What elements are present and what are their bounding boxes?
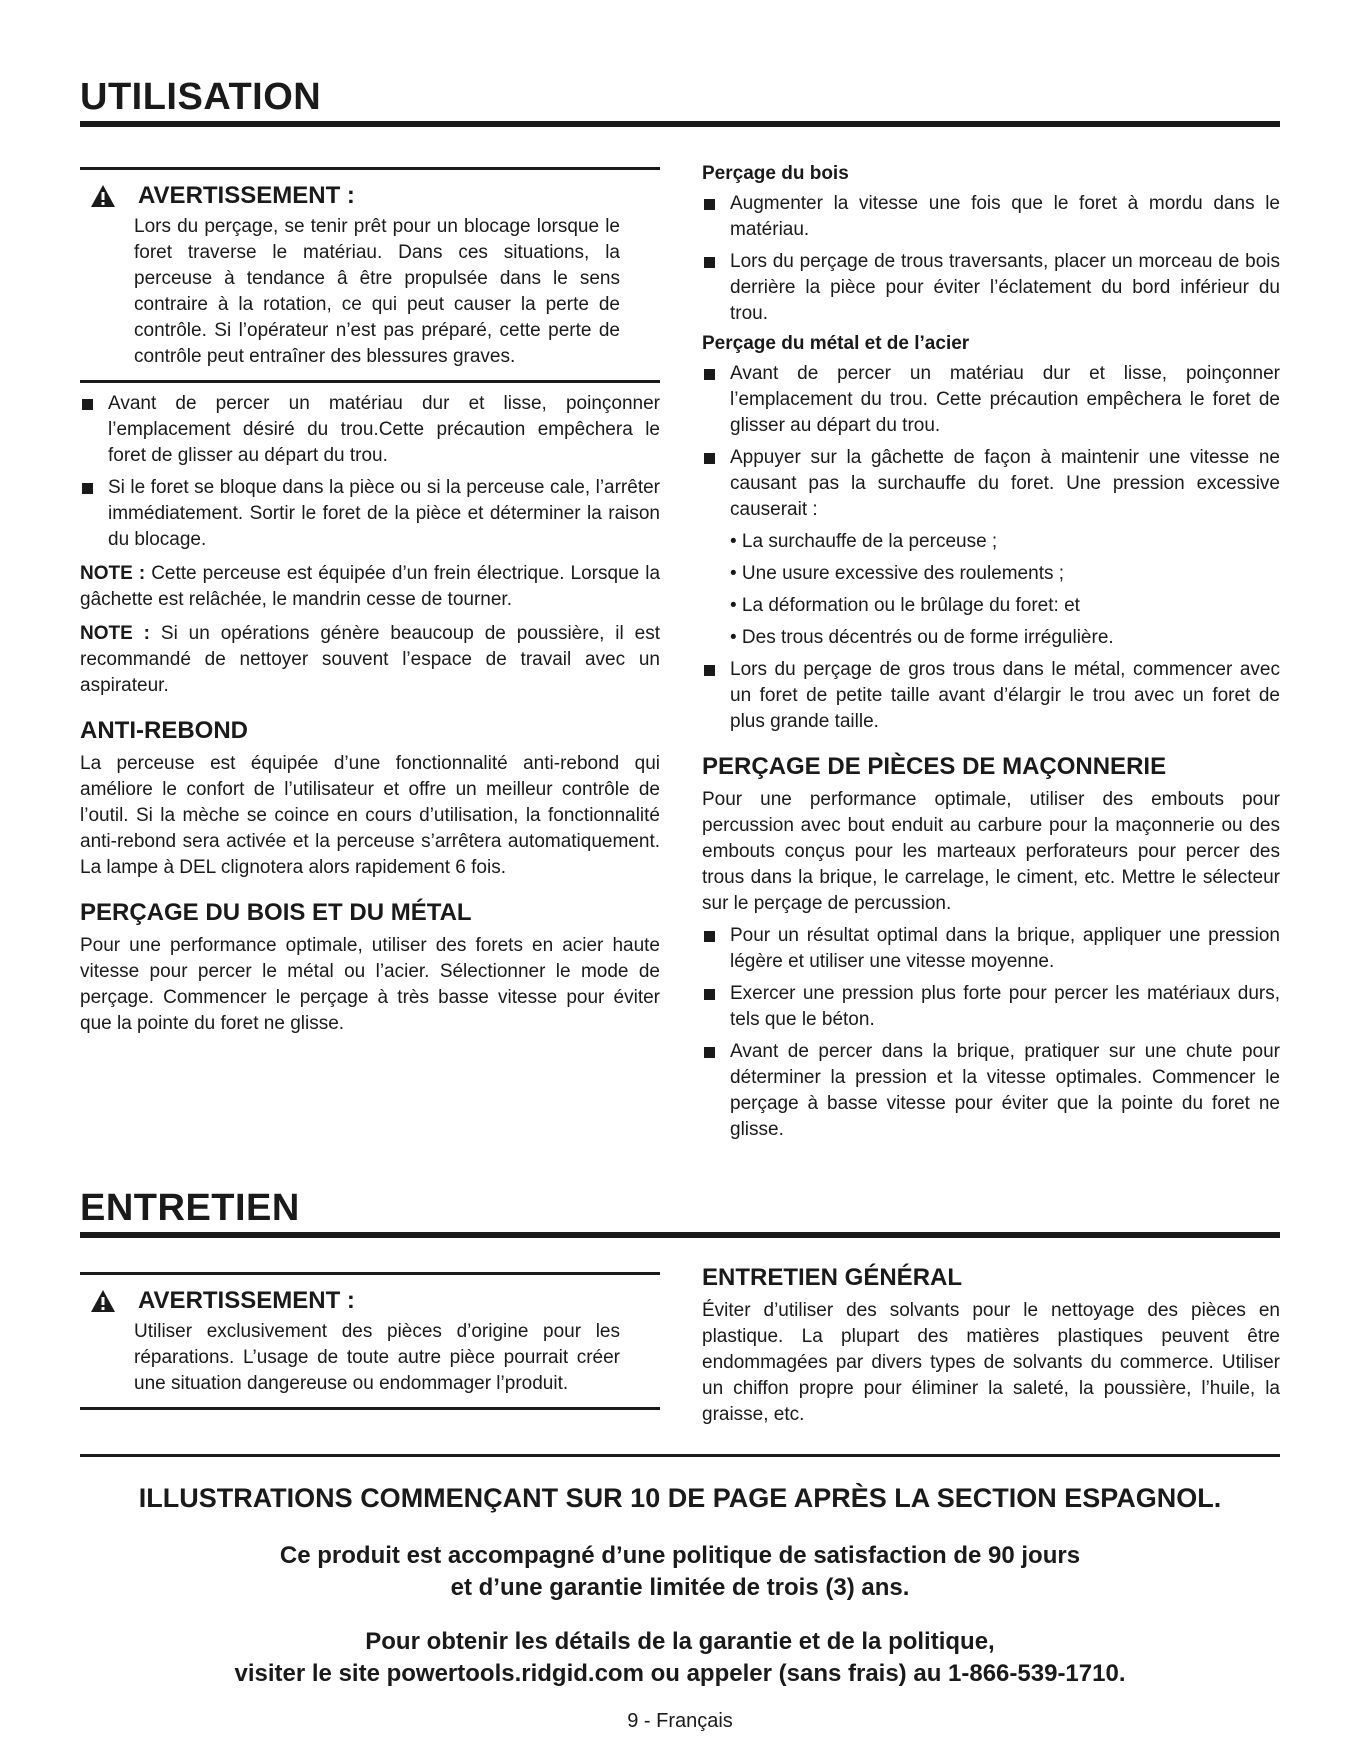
left-bullet-list — [80, 391, 660, 553]
contact-line-2: visiter le site powertools.ridgid.com ou appeler (sans frais) au 1-866-539-1710. — [234, 1660, 1126, 1687]
note-text: Cette perceuse est équipée d’un frein électrique. Lorsque la gâchette est relâchée, le mandrin cesse de tourner. — [80, 563, 661, 610]
utilisation-right-column — [702, 163, 1280, 1143]
list-item: Avant de percer dans la brique, pratiquer sur une chute pour déterminer la pression et la vitesse optimales. Commencer le perçage à basse vitesse pour éviter que la pointe du foret ne glisse. — [702, 1039, 1280, 1143]
section-title-entretien: ENTRETIEN — [80, 1187, 1280, 1238]
satisfaction-line-2: et d’une garantie limitée de trois (3) ans. — [450, 1574, 910, 1601]
warning-heading-text-1: AVERTISSEMENT : — [138, 182, 355, 209]
sub-item-list — [702, 529, 1280, 651]
utilisation-left-column — [80, 167, 660, 1143]
warning-text-1: Lors du perçage, se tenir prêt pour un blocage lorsque le foret traverse le matériau. Dans ces situations, la perceuse à tendance â être propulsée dans le sens contraire à la rotation, ce qui peut causer la perte de contrôle. Si l’opérateur n’est pas préparé, cette perte de contrôle peut entraîner des blessures graves. — [134, 216, 620, 367]
page-number: 9 - Français — [627, 1710, 733, 1732]
section-title-utilisation: UTILISATION — [80, 76, 1280, 127]
satisfaction-line-1: Ce produit est accompagné d’une politique de satisfaction de 90 jours — [279, 1542, 1081, 1569]
percage-metal-heading: Perçage du métal et de l’acier — [702, 333, 970, 354]
percage-bois-heading: Perçage du bois — [702, 163, 849, 184]
percage-metal-list — [702, 361, 1280, 735]
anti-rebond-text: La perceuse est équipée d’une fonctionnalité anti-rebond qui améliore le confort de l’utilisateur et offre un meilleur contrôle de l’outil. Si la mèche se coince en cours d’utilisation, la fonctionnalité anti-rebond sera activée et la perceuse s’arrêtera automatiquement. La lampe à DEL clignotera alors rapidement 6 fois. — [80, 753, 660, 878]
bois-metal-text: Pour une performance optimale, utiliser des forets en acier haute vitesse pour percer le métal ou l’acier. Sélectionner le mode de perçage. Commencer le perçage à très basse vitesse pour éviter que la pointe du foret ne glisse. — [80, 935, 660, 1034]
list-item — [702, 445, 1280, 651]
sub-item: • Des trous décentrés ou de forme irrégulière. — [730, 627, 1114, 648]
maconnerie-list — [702, 923, 1280, 1143]
list-item: Lors du perçage de gros trous dans le métal, commencer avec un foret de petite taille avant d’élargir le trou avec un foret de plus grande taille. — [702, 657, 1280, 735]
maconnerie-heading: PERÇAGE DE PIÈCES DE MAÇONNERIE — [702, 753, 1167, 780]
warning-triangle-icon — [90, 184, 116, 208]
list-item: Si le foret se bloque dans la pièce ou si la perceuse cale, l’arrêter immédiatement. Sortir le foret de la pièce et déterminer la raison du blocage. — [80, 475, 660, 553]
illustrations-notice: ILLUSTRATIONS COMMENÇANT SUR 10 DE PAGE APRÈS LA SECTION ESPAGNOL. — [138, 1483, 1222, 1513]
percage-bois-list — [702, 191, 1280, 327]
list-item: Avant de percer un matériau dur et lisse, poinçonner l’emplacement désiré du trou.Cette précaution empêchera le foret de glisser au départ du trou. — [80, 391, 660, 469]
warning-text-2: Utiliser exclusivement des pièces d’origine pour les réparations. L’usage de toute autre pièce pourrait créer une situation dangereuse ou endommager l’produit. — [134, 1321, 620, 1394]
note-label: NOTE : — [80, 563, 146, 584]
list-item: Lors du perçage de trous traversants, placer un morceau de bois derrière la pièce pour éviter l’éclatement du bord inférieur du trou. — [702, 249, 1280, 327]
list-item: Augmenter la vitesse une fois que le foret à mordu dans le matériau. — [702, 191, 1280, 243]
maconnerie-text: Pour une performance optimale, utiliser des embouts pour percussion avec bout enduit au carbure pour la maçonnerie ou des embouts conçus pour les marteaux perforateurs pour percer des trous dans la brique, le carrelage, le ciment, etc. Mettre le sélecteur sur le perçage de percussion. — [702, 789, 1280, 914]
bois-metal-heading: PERÇAGE DU BOIS ET DU MÉTAL — [80, 899, 472, 926]
list-item: Avant de percer un matériau dur et lisse, poinçonner l’emplacement du trou. Cette précaution empêchera le foret de glisser au départ du trou. — [702, 361, 1280, 439]
warning-box-1 — [80, 167, 660, 383]
footer-rule — [80, 1454, 1280, 1457]
entretien-general-heading: ENTRETIEN GÉNÉRAL — [702, 1264, 963, 1291]
sub-item: • La déformation ou le brûlage du foret: et — [730, 595, 1080, 616]
warning-heading-2 — [90, 1287, 620, 1315]
page — [80, 0, 1280, 1733]
warning-box-2 — [80, 1272, 660, 1410]
entretien-right-column — [702, 1264, 1280, 1428]
warning-heading-1 — [90, 182, 620, 210]
entretien-general-text: Éviter d’utiliser des solvants pour le nettoyage des pièces en plastique. La plupart des matières plastiques peuvent être endommagées par divers types de solvants du commerce. Utiliser un chiffon propre pour éliminer la saleté, la poussière, l’huile, la graisse, etc. — [702, 1300, 1280, 1425]
sub-item: • Une usure excessive des roulements ; — [730, 563, 1065, 584]
entretien-left-column — [80, 1264, 660, 1428]
utilisation-columns — [80, 163, 1280, 1143]
warning-heading-text-2: AVERTISSEMENT : — [138, 1287, 355, 1314]
note-label: NOTE : — [80, 623, 150, 644]
contact-line-1: Pour obtenir les détails de la garantie et de la politique, — [365, 1628, 995, 1655]
list-item: Pour un résultat optimal dans la brique, appliquer une pression légère et utiliser une vitesse moyenne. — [702, 923, 1280, 975]
entretien-columns — [80, 1264, 1280, 1428]
note-text: Si un opérations génère beaucoup de poussière, il est recommandé de nettoyer souvent l’espace de travail avec un aspirateur. — [80, 623, 660, 696]
anti-rebond-heading: ANTI-REBOND — [80, 717, 248, 744]
note-2 — [80, 621, 660, 699]
list-item-text: Appuyer sur la gâchette de façon à maintenir une vitesse ne causant pas la surchauffe du foret. Une pression excessive causerait : — [730, 447, 1280, 520]
warning-triangle-icon — [90, 1289, 116, 1313]
sub-item: • La surchauffe de la perceuse ; — [730, 531, 998, 552]
list-item: Exercer une pression plus forte pour percer les matériaux durs, tels que le béton. — [702, 981, 1280, 1033]
note-1 — [80, 561, 660, 613]
